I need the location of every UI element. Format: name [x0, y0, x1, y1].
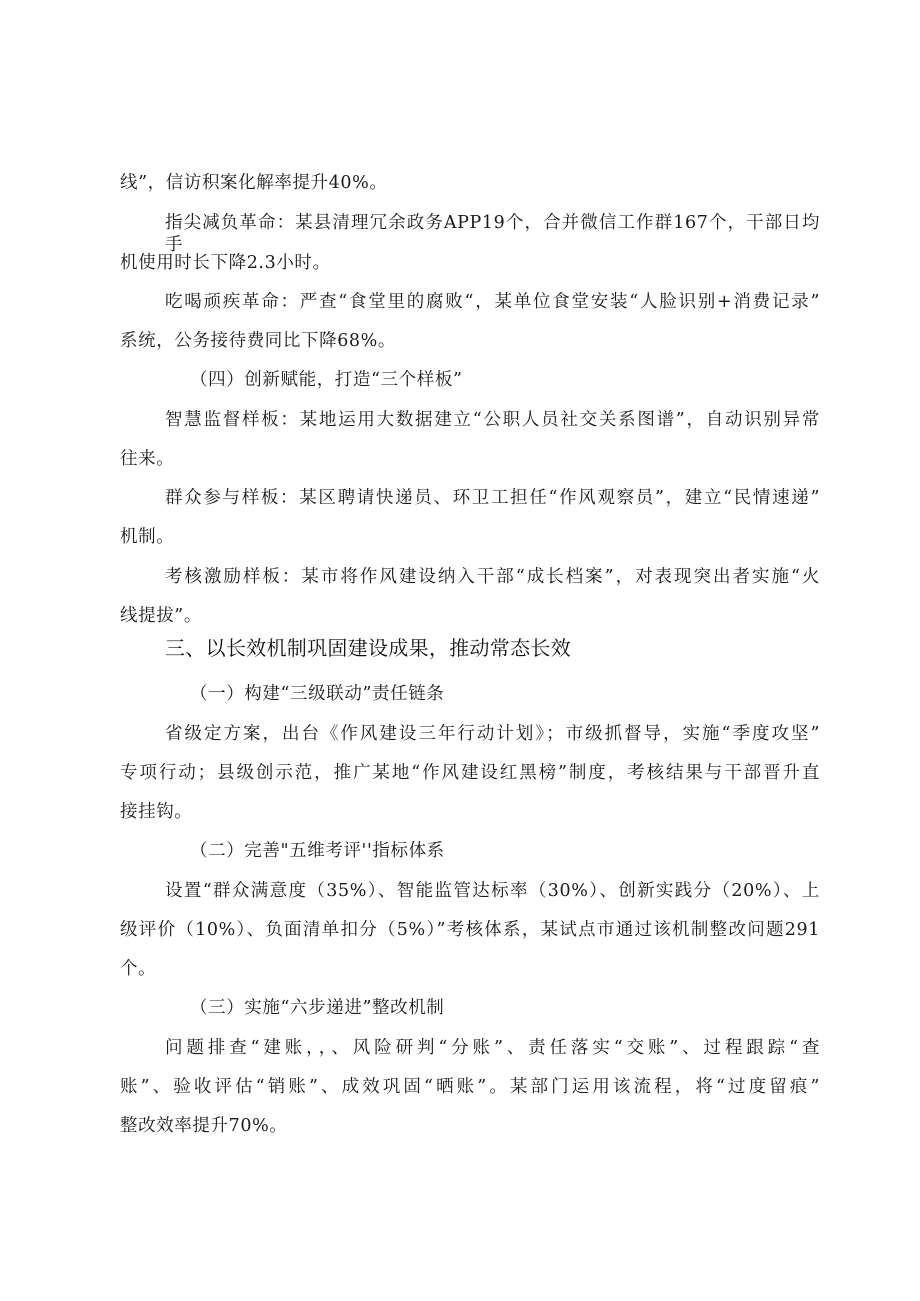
paragraph-line: 专项行动；县级创示范，推广某地“作风建设红黑榜”制度，考核结果与干部晋升直: [120, 763, 820, 783]
paragraph-line: 设置“群众满意度（35%）、智能监管达标率（30%）、创新实践分（20%）、上: [165, 881, 820, 901]
paragraph-line: 接挂钩。: [120, 802, 193, 822]
section-subtitle: （一）构建“三级联动”责任链条: [190, 684, 445, 704]
paragraph-line: 整改效率提升70%。: [120, 1116, 288, 1136]
paragraph-line: 线”，信访积案化解率提升40%。: [120, 173, 388, 193]
paragraph-line: 线提拔”。: [120, 606, 202, 626]
paragraph-line: 指尖减负革命：某县清理冗余政务APP19个，合并微信工作群167个，干部日均手: [165, 213, 820, 255]
section-heading: 三、以长效机制巩固建设成果，推动常态长效: [165, 636, 571, 660]
paragraph-line: 个。: [120, 959, 157, 979]
paragraph-line: 省级定方案，出台《作风建设三年行动计划》；市级抓督导，实施“季度攻坚”: [165, 724, 820, 744]
paragraph-line: 群众参与样板：某区聘请快递员、环卫工担任“作风观察员”，建立“民情速递”: [165, 488, 820, 508]
paragraph-line: 智慧监督样板：某地运用大数据建立“公职人员社交关系图谱”，自动识别异常: [165, 410, 820, 430]
section-subtitle: （四）创新赋能，打造“三个样板”: [190, 370, 463, 390]
paragraph-line: 机制。: [120, 527, 175, 547]
paragraph-line: 吃喝顽疾革命：严查“食堂里的腐败“，某单位食堂安装“人脸识别+消费记录”: [165, 292, 820, 312]
paragraph-line: 问题排查“建账，，、风险研判“分账”、责任落实“交账”、过程跟踪“查: [165, 1038, 820, 1058]
paragraph-line: 往来。: [120, 449, 175, 469]
paragraph-line: 机使用时长下降2.3小时。: [120, 253, 331, 273]
paragraph-line: 考核激励样板：某市将作风建设纳入干部“成长档案”，对表现突出者实施“火: [165, 567, 820, 587]
paragraph-line: 系统，公务接待费同比下降68%。: [120, 331, 396, 351]
section-subtitle: （三）实施“六步递进”整改机制: [190, 998, 445, 1018]
section-subtitle: （二）完善"五维考评''指标体系: [190, 841, 445, 861]
paragraph-line: 账”、验收评估“销账”、成效巩固“晒账”。某部门运用该流程，将“过度留痕”: [120, 1077, 820, 1097]
paragraph-line: 级评价（10%）、负面清单扣分（5%）”考核体系，某试点市通过该机制整改问题291: [120, 920, 820, 940]
